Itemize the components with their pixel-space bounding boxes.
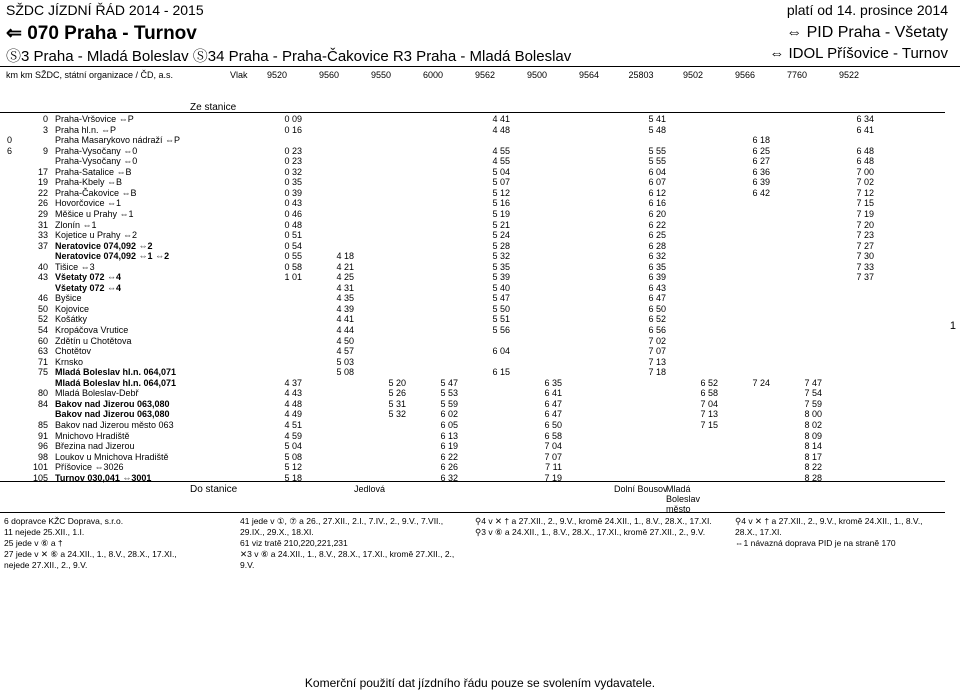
table-row [0,420,945,431]
time-cell: 5 41 [648,114,666,124]
km-b: 46 [37,293,48,304]
station-name: Mnichovo Hradiště [55,430,130,441]
table-row [0,314,945,325]
time-cell: 4 50 [336,335,354,346]
station-name: Všetaty 072 ⇔4 [55,282,122,293]
time-cell: 6 47 [544,398,562,409]
time-cell: 5 56 [492,325,510,335]
time-cell: 6 27 [752,156,770,167]
time-cell: 6 47 [648,293,666,304]
note-item: ⚲4 v ✕ † a 27.XII., 2., 9.V., kromě 24.XII., 1., 8.V., 28.X., 17.XI. [735,516,923,537]
time-cell: 5 18 [284,472,302,483]
station-name: Zlonín ⇔1 [55,219,97,230]
km-b: 98 [37,451,48,462]
km-b: 26 [37,198,48,209]
station-name: Turnov 030,041 ⇔3001 [55,472,152,483]
time-cell: 4 39 [336,303,354,314]
train-number: 9566 [734,70,756,80]
time-cell: 7 24 [752,377,770,388]
table-top-rule [0,112,945,113]
time-cell: 6 50 [544,419,562,430]
station-name: Mladá Boleslav hl.n. 064,071 [55,377,177,388]
time-cell: 7 00 [856,166,874,177]
table-row [0,336,945,347]
train-number: 9520 [266,70,288,80]
train-number: 9522 [838,70,860,80]
time-cell: 4 48 [492,124,510,135]
time-cell: 7 04 [700,398,718,409]
station-name: Praha-Čakovice ⇔B [55,187,137,198]
note-item: 25 jede v ⑥ a † [4,538,63,548]
time-cell: 8 17 [804,451,822,462]
note-item: ✕3 v ⑥ a 24.XII., 1., 8.V., 28.X., 17.XI., kromě 27.XII., 2., 9.V. [240,549,455,570]
route-title: ⇐ 070 Praha - Turnov [6,23,197,44]
time-cell: 6 32 [440,472,458,483]
time-cell: 7 33 [856,261,874,272]
time-cell: 5 12 [284,462,302,473]
time-cell: 6 48 [856,145,874,156]
time-cell: 5 07 [492,177,510,188]
km-b: 80 [37,388,48,399]
station-name: Praha-Vysočany ⇔0 [55,156,138,167]
time-cell: 8 28 [804,472,822,483]
km-a: 0 [6,135,12,146]
destination-cell: Dolní Bousov [614,484,668,494]
table-row [0,135,945,146]
time-cell: 6 02 [440,409,458,420]
time-cell: 0 51 [284,230,302,241]
time-cell: 5 12 [492,187,510,198]
line-list: Ⓢ3 Praha - Mladá Boleslav Ⓢ34 Praha - Praha-Čakovice R3 Praha - Mladá Boleslav [6,48,572,65]
from-station-label: Ze stanice [190,102,237,113]
time-cell: 5 31 [388,398,406,409]
km-b: 37 [37,240,48,251]
time-cell: 5 35 [492,261,510,272]
time-cell: 5 28 [492,240,510,251]
time-cell: 4 25 [336,272,354,283]
time-cell: 0 23 [284,145,302,156]
station-name: Březina nad Jizerou [55,441,135,452]
km-b: 71 [37,356,48,367]
table-row [0,272,945,283]
time-cell: 5 40 [492,282,510,293]
time-cell: 0 55 [284,251,302,262]
time-cell: 5 16 [492,198,510,209]
time-cell: 1 01 [284,272,302,283]
time-cell: 7 02 [648,335,666,346]
notes-column-3 [475,516,725,538]
station-name: Praha-Satalice ⇔B [55,166,132,177]
time-cell: 7 04 [544,441,562,452]
time-cell: 6 28 [648,240,666,251]
time-cell: 5 51 [492,314,510,325]
km-b: 33 [37,230,48,241]
table-bottom-rule [0,481,945,482]
km-b: 9 [42,145,48,156]
notes-column-2 [240,516,470,571]
table-header-left: km km SŽDC, státní organizace / ČD, a.s. [6,70,174,80]
time-cell: 7 11 [545,462,562,473]
header-divider [0,66,960,67]
time-cell: 6 20 [648,208,666,219]
km-b: 63 [37,346,48,357]
station-name: Tišice ⇔3 [55,261,95,272]
time-cell: 6 48 [856,156,874,167]
table-row [0,409,945,420]
time-cell: 6 58 [544,430,562,441]
table-row [0,441,945,452]
pid-label: ⇔ PID Praha - Všetaty [786,24,948,41]
table-row [0,198,945,209]
time-cell: 5 08 [336,367,354,378]
time-cell: 6 19 [440,441,458,452]
header-company: SŽDC JÍZDNÍ ŘÁD 2014 - 2015 [6,2,204,18]
station-name: Praha hl.n. ⇔P [55,124,117,135]
time-cell: 6 52 [700,377,718,388]
km-b: 0 [42,114,48,124]
table-row [0,262,945,273]
table-row [0,431,945,442]
time-cell: 7 13 [700,409,718,420]
time-cell: 6 05 [440,419,458,430]
km-b: 43 [37,272,48,283]
train-number: 9560 [318,70,340,80]
table-row [0,388,945,399]
time-cell: 7 07 [648,346,666,357]
time-cell: 7 23 [856,230,874,241]
time-cell: 4 37 [284,377,302,388]
time-cell: 5 50 [492,303,510,314]
time-cell: 5 08 [284,451,302,462]
km-b: 40 [37,261,48,272]
station-name: Praha Masarykovo nádraží ⇔P [55,135,181,146]
time-cell: 0 39 [284,187,302,198]
time-cell: 6 41 [856,124,874,135]
station-name: Kojovice [55,303,90,314]
train-number: 25803 [628,70,654,80]
station-name: Chotětov [55,346,92,357]
train-number: 9564 [578,70,600,80]
station-name: Mladá Boleslav-Debř [55,388,139,399]
time-cell: 4 55 [492,145,510,156]
time-cell: 8 14 [804,441,822,452]
station-name: Byšice [55,293,82,304]
time-cell: 6 35 [544,377,562,388]
time-cell: 6 52 [648,314,666,325]
table-row [0,293,945,304]
table-row [0,367,945,378]
time-cell: 4 48 [284,398,302,409]
vlak-label: Vlak [230,70,248,80]
table-row [0,125,945,136]
time-cell: 5 04 [492,166,510,177]
time-cell: 5 53 [440,388,458,399]
km-b: 31 [37,219,48,230]
side-page-number: 1 [949,320,956,332]
station-name: Mladá Boleslav hl.n. 064,071 [55,367,177,378]
station-name: Neratovice 074,092 ⇔1 ⇔2 [55,251,170,262]
time-cell: 5 32 [492,251,510,262]
time-cell: 7 59 [804,398,822,409]
km-b: 101 [32,462,48,473]
km-b: 19 [37,177,48,188]
time-cell: 6 07 [648,177,666,188]
station-name: Hovorčovice ⇔1 [55,198,122,209]
time-cell: 6 04 [648,166,666,177]
table-row [0,167,945,178]
time-cell: 7 18 [648,367,666,378]
table-row [0,325,945,336]
station-name: Měšice u Prahy ⇔1 [55,208,134,219]
table-row [0,177,945,188]
destination-cell: Jedlová [354,484,386,494]
note-item: 41 jede v ①, ⑦ a 26., 27.XII., 2.I., 7.IV., 2., 9.V., 7.VII., 29.IX., 29.X., 18.XI. [240,516,444,537]
km-b: 75 [37,367,48,378]
time-cell: 6 39 [752,177,770,188]
note-item: 61 viz tratě 210,220,221,231 [240,538,348,548]
time-cell: 6 15 [492,367,510,378]
km-b: 84 [37,398,48,409]
footer-note: Komerční použití dat jízdního řádu pouze se svolením vydavatele. [304,676,656,690]
station-name: Praha-Vršovice ⇔P [55,114,134,124]
station-name: Všetaty 072 ⇔4 [55,272,122,283]
time-cell: 6 25 [648,230,666,241]
time-cell: 5 48 [648,124,666,135]
km-b: 22 [37,187,48,198]
time-cell: 0 54 [284,240,302,251]
table-row [0,146,945,157]
station-name: Praha-Vysočany ⇔0 [55,145,138,156]
table-row [0,156,945,167]
time-cell: 7 13 [648,356,666,367]
time-cell: 6 47 [544,409,562,420]
time-cell: 6 43 [648,282,666,293]
time-cell: 6 56 [648,325,666,335]
time-cell: 5 59 [440,398,458,409]
time-cell: 6 32 [648,251,666,262]
time-cell: 7 27 [856,240,874,251]
time-cell: 6 18 [752,135,770,146]
station-name: Bakov nad Jizerou 063,080 [55,409,170,420]
table-row [0,251,945,262]
note-item: ⚲3 v ⑥ a 24.XII., 1., 8.V., 28.X., 17.XI., kromě 27.XII., 2., 9.V. [475,527,706,537]
time-cell: 6 16 [648,198,666,209]
station-name: Loukov u Mnichova Hradiště [55,451,169,462]
time-cell: 4 55 [492,156,510,167]
station-name: Zdětín u Chotětova [55,335,132,346]
time-cell: 4 41 [336,314,354,325]
time-cell: 6 12 [648,187,666,198]
time-cell: 7 47 [804,377,822,388]
time-cell: 5 55 [648,156,666,167]
station-name: Kojetice u Prahy ⇔2 [55,230,138,241]
time-cell: 0 46 [284,208,302,219]
time-cell: 5 04 [284,441,302,452]
time-cell: 7 54 [804,388,822,399]
time-cell: 7 30 [856,251,874,262]
km-b: 54 [37,325,48,335]
km-b: 60 [37,335,48,346]
time-cell: 4 18 [336,251,354,262]
time-cell: 7 19 [856,208,874,219]
train-number: 9500 [526,70,548,80]
destination-cell: Mladá Boleslav město [666,484,701,514]
time-cell: 0 32 [284,166,302,177]
time-cell: 7 37 [856,272,874,283]
time-cell: 4 41 [492,114,510,124]
time-cell: 6 22 [648,219,666,230]
time-cell: 6 26 [440,462,458,473]
km-b: 3 [42,124,48,135]
time-cell: 0 23 [284,156,302,167]
km-b: 96 [37,441,48,452]
time-cell: 7 15 [856,198,874,209]
table-row [0,283,945,294]
km-b: 29 [37,208,48,219]
time-cell: 7 12 [856,187,874,198]
table-row [0,304,945,315]
time-cell: 6 22 [440,451,458,462]
train-number: 9550 [370,70,392,80]
table-row [0,357,945,368]
note-item: 11 nejede 25.XII., 1.I. [4,527,85,537]
train-number: 9562 [474,70,496,80]
time-cell: 7 02 [856,177,874,188]
time-cell: 6 50 [648,303,666,314]
time-cell: 6 36 [752,166,770,177]
time-cell: 4 35 [336,293,354,304]
note-item: ⚲4 v ✕ † a 27.XII., 2., 9.V., kromě 24.XII., 1., 8.V., 28.X., 17.XI. [475,516,712,526]
time-cell: 4 21 [336,261,354,272]
table-row [0,241,945,252]
time-cell: 6 42 [752,187,770,198]
table-row [0,346,945,357]
station-name: Praha-Kbely ⇔B [55,177,123,188]
table-row [0,462,945,473]
time-cell: 0 16 [284,124,302,135]
time-cell: 0 09 [284,114,302,124]
note-item: 27 jede v ✕ ⑥ a 24.XII., 1., 8.V., 28.X., 17.XI., nejede 27.XII., 2., 9.V. [4,549,177,570]
time-cell: 5 47 [492,293,510,304]
table-row [0,399,945,410]
idol-label: ⇔ IDOL Příšovice - Turnov [769,45,948,62]
time-cell: 5 55 [648,145,666,156]
time-cell: 5 26 [388,388,406,399]
time-cell: 6 13 [440,430,458,441]
notes-column-1 [4,516,194,571]
station-name: Bakov nad Jizerou město 063 [55,419,174,430]
time-cell: 5 20 [388,377,406,388]
time-cell: 5 32 [388,409,406,420]
km-b: 91 [37,430,48,441]
time-cell: 6 04 [492,346,510,357]
time-cell: 4 31 [336,282,354,293]
time-cell: 5 39 [492,272,510,283]
time-cell: 5 47 [440,377,458,388]
time-cell: 8 09 [804,430,822,441]
station-name: Příšovice ⇔3026 [55,462,124,473]
train-number: 7760 [786,70,808,80]
header-valid: platí od 14. prosince 2014 [786,2,948,18]
train-number: 6000 [422,70,444,80]
km-b: 85 [37,419,48,430]
time-cell: 8 02 [804,419,822,430]
station-name: Kropáčova Vrutice [55,325,129,335]
km-b: 52 [37,314,48,325]
km-a: 6 [6,145,12,156]
note-item: 6 dopravce KŽC Doprava, s.r.o. [4,516,124,526]
time-cell: 6 25 [752,145,770,156]
time-cell: 7 07 [544,451,562,462]
table-row [0,452,945,463]
time-cell: 8 22 [804,462,822,473]
time-cell: 4 57 [336,346,354,357]
table-row [0,209,945,220]
km-b: 17 [37,166,48,177]
time-cell: 7 19 [544,472,562,483]
time-cell: 8 00 [804,409,822,420]
time-cell: 6 35 [648,261,666,272]
time-cell: 0 48 [284,219,302,230]
station-name: Bakov nad Jizerou 063,080 [55,398,170,409]
time-cell: 4 51 [284,419,302,430]
station-name: Košátky [55,314,88,325]
table-row [0,114,945,125]
table-row [0,220,945,231]
notes-top-rule [0,512,945,513]
time-cell: 7 15 [700,419,718,430]
time-cell: 7 20 [856,219,874,230]
km-b: 105 [32,472,48,483]
time-cell: 6 34 [856,114,874,124]
table-row [0,188,945,199]
km-b: 50 [37,303,48,314]
time-cell: 4 44 [336,325,354,335]
time-cell: 5 19 [492,208,510,219]
time-cell: 4 49 [284,409,302,420]
time-cell: 5 21 [492,219,510,230]
note-item: ⇔1 návazná doprava PID je na straně 170 [735,538,896,548]
to-station-label: Do stanice [190,484,238,495]
time-cell: 6 58 [700,388,718,399]
time-cell: 0 43 [284,198,302,209]
time-cell: 4 59 [284,430,302,441]
station-name: Neratovice 074,092 ⇔2 [55,240,153,251]
time-cell: 6 39 [648,272,666,283]
time-cell: 5 24 [492,230,510,241]
station-name: Krnsko [55,356,84,367]
time-cell: 0 58 [284,261,302,272]
time-cell: 5 03 [336,356,354,367]
time-cell: 0 35 [284,177,302,188]
time-cell: 6 41 [544,388,562,399]
table-row [0,378,945,389]
table-row [0,473,945,484]
time-cell: 4 43 [284,388,302,399]
notes-column-4 [735,516,940,549]
table-row [0,230,945,241]
train-number: 9502 [682,70,704,80]
